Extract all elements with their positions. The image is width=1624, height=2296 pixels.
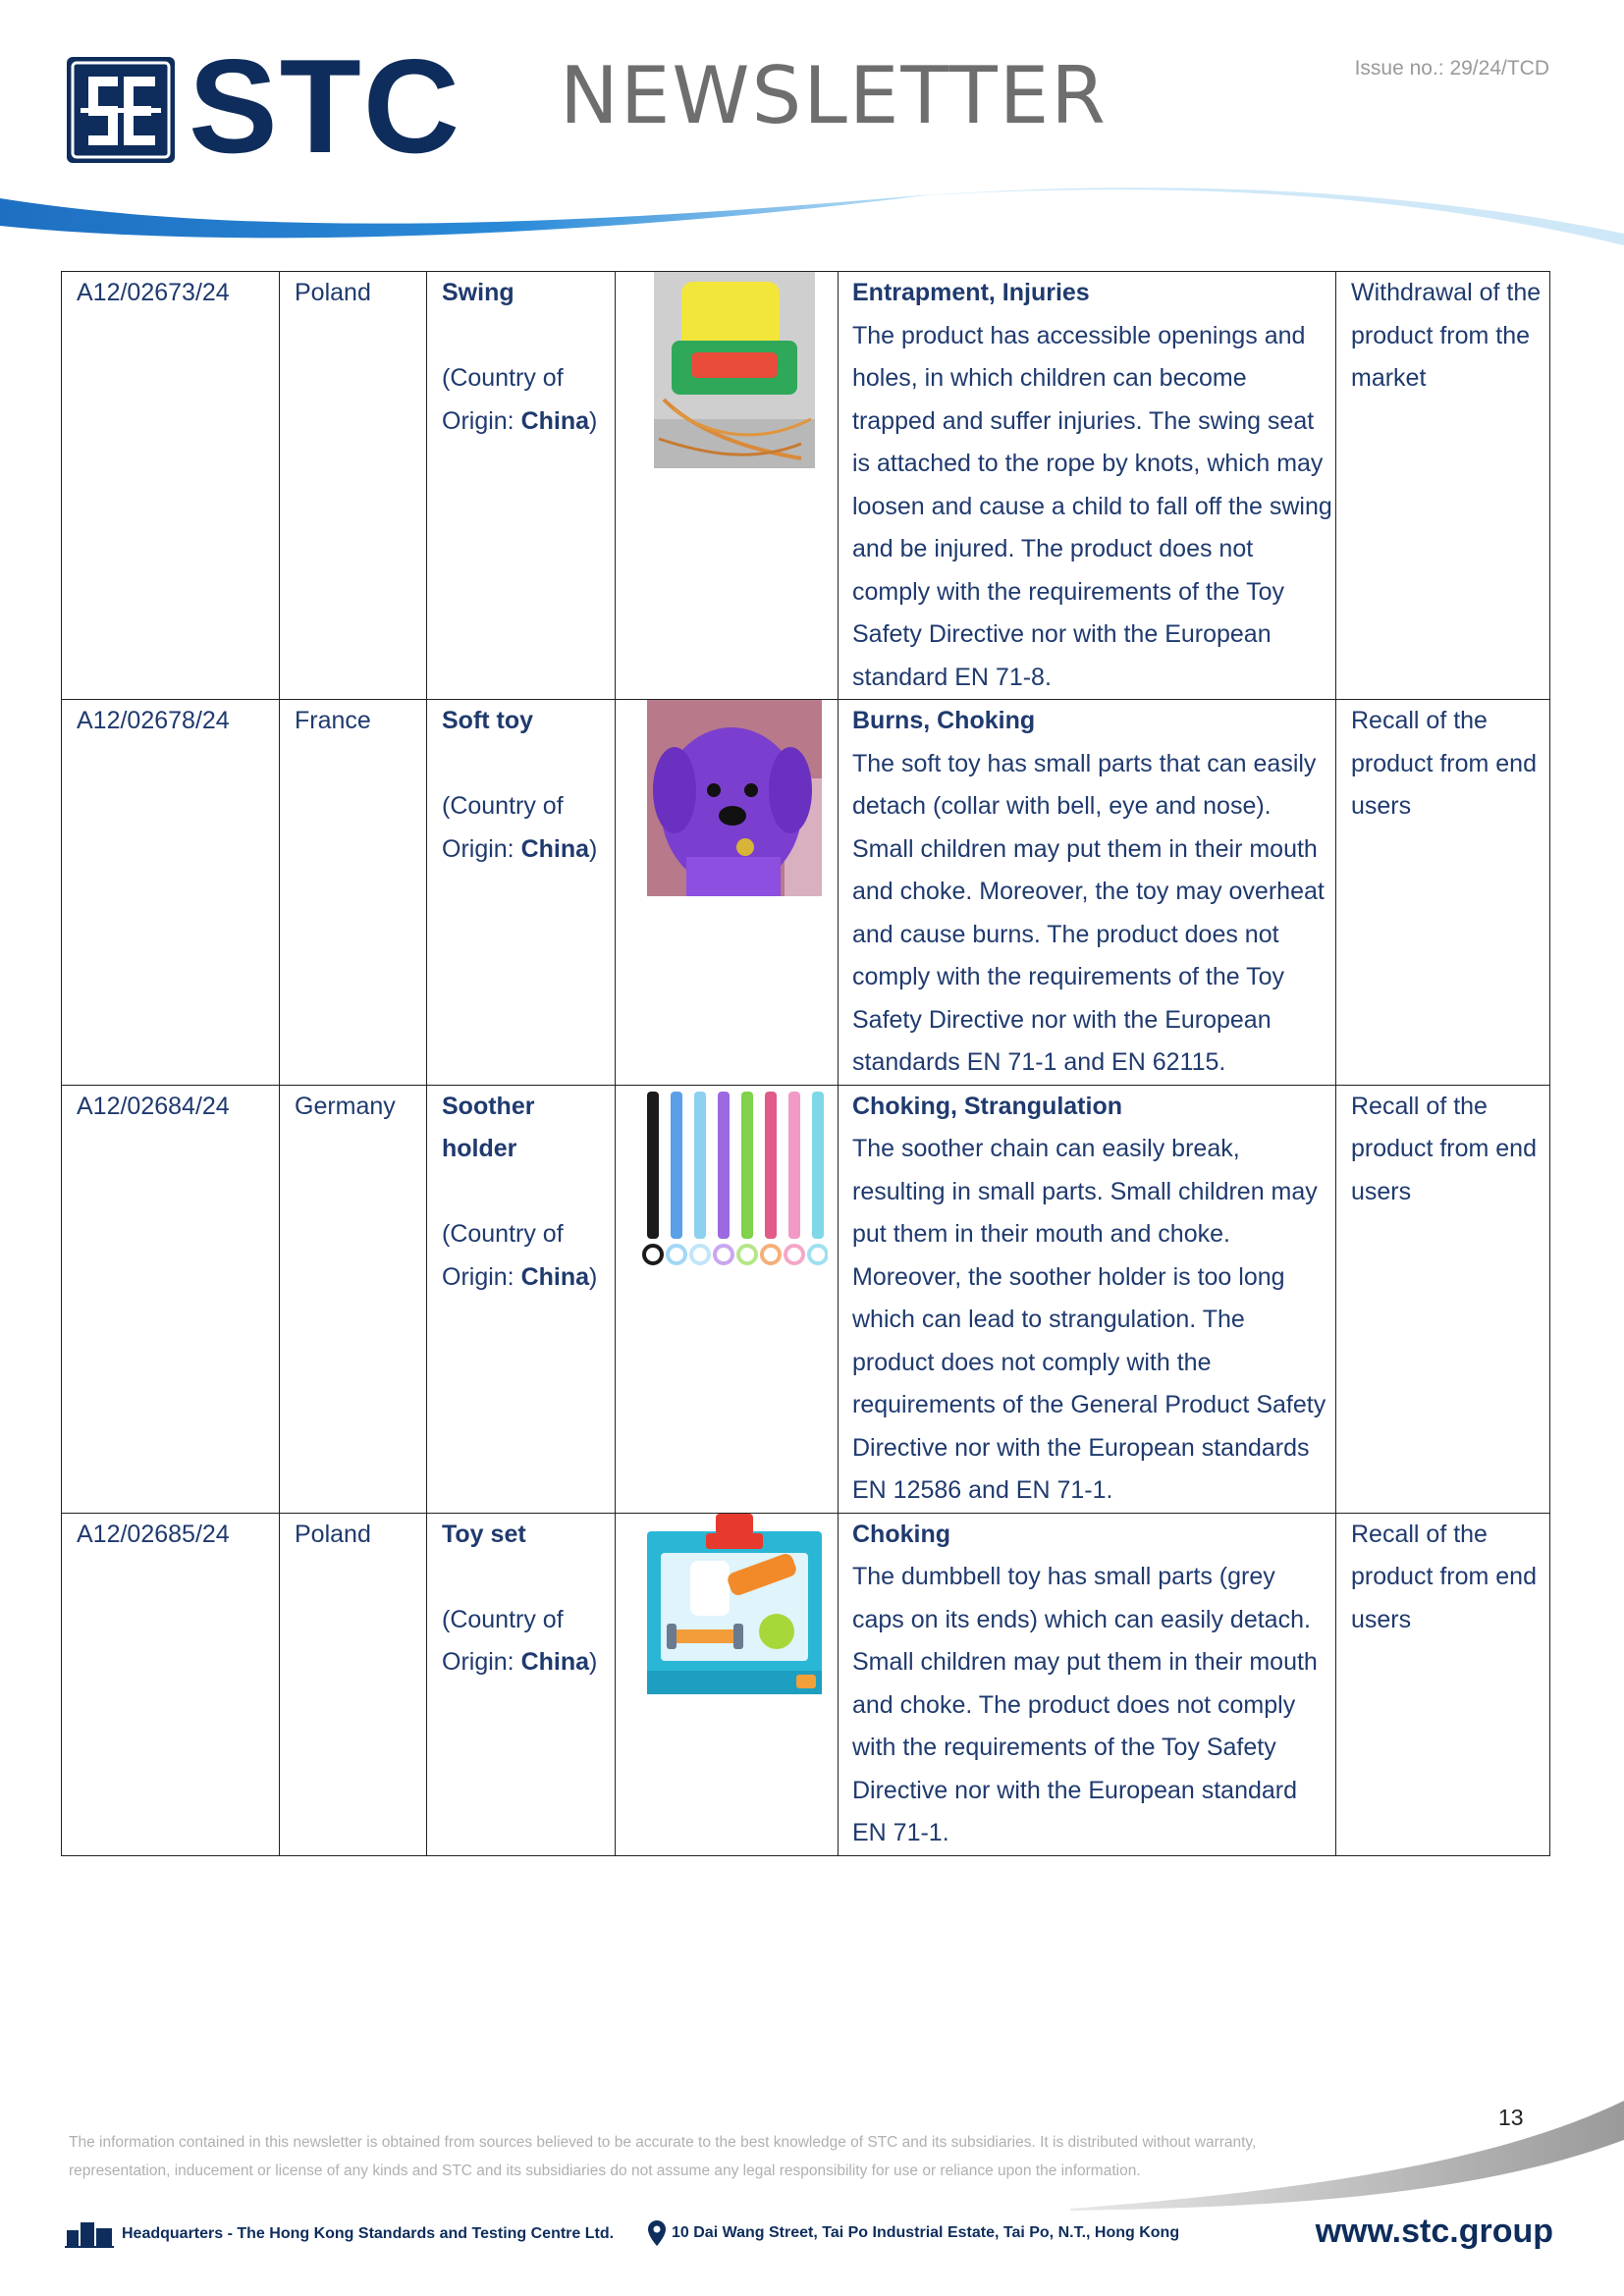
country-of-origin: (Country of Origin: China) bbox=[442, 1605, 598, 1676]
soft-toy-photo-icon bbox=[647, 700, 822, 896]
reference-cell: A12/02678/24 bbox=[62, 700, 280, 1086]
product-name: Swing bbox=[442, 279, 514, 306]
header-swoosh-decoration bbox=[0, 177, 1624, 255]
product-cell bbox=[427, 1085, 616, 1513]
hazard-cell bbox=[839, 272, 1336, 700]
brand-name: STC bbox=[189, 31, 461, 181]
building-icon bbox=[65, 2220, 114, 2248]
newsletter-title: NEWSLETTER bbox=[560, 50, 1108, 141]
hazard-description: The product has accessible openings and holes, in which children can become trapped and suffer injuries. The swing seat is attached to the rope by knots, which may loosen and cause a child to fall off the swing and be injured. The product does not comply with the requirements of the Toy Safety Directive nor with the European standard EN 71-8. bbox=[852, 321, 1332, 691]
swing-photo-icon bbox=[654, 272, 815, 468]
reference-cell: A12/02673/24 bbox=[62, 272, 280, 700]
headquarters-text: Headquarters - The Hong Kong Standards and Testing Centre Ltd. bbox=[122, 2225, 615, 2242]
table-row bbox=[62, 700, 1550, 1086]
product-name: Soft toy bbox=[442, 707, 534, 734]
hazard-description: The soft toy has small parts that can easily detach (collar with bell, eye and nose). Small children may put them in their mouth and choke. Moreover, the toy may overheat and cause burns. The product does not comply with the requirements of the Toy Safety Directive nor with the European standards EN 71-1 and EN 62115. bbox=[852, 749, 1325, 1076]
country-of-origin: (Country of Origin: China) bbox=[442, 792, 598, 863]
table-row bbox=[62, 1513, 1550, 1855]
hazard-cell bbox=[839, 700, 1336, 1086]
reference-cell: A12/02685/24 bbox=[62, 1513, 280, 1855]
location-pin-icon bbox=[648, 2220, 666, 2246]
country-cell: Germany bbox=[280, 1085, 427, 1513]
product-name: Soother holder bbox=[442, 1092, 535, 1162]
image-cell bbox=[616, 272, 839, 700]
image-cell bbox=[616, 1085, 839, 1513]
product-cell bbox=[427, 700, 616, 1086]
recall-table bbox=[61, 271, 1550, 1856]
website-link[interactable]: www.stc.group bbox=[1315, 2213, 1553, 2250]
table-row bbox=[62, 1085, 1550, 1513]
measure-cell: Recall of the product from end users bbox=[1336, 1513, 1550, 1855]
stc-logo-icon bbox=[67, 57, 175, 163]
image-cell bbox=[616, 700, 839, 1086]
measure-cell: Withdrawal of the product from the market bbox=[1336, 272, 1550, 700]
measure-cell: Recall of the product from end users bbox=[1336, 700, 1550, 1086]
hazard-type: Entrapment, Injuries bbox=[852, 279, 1090, 306]
hazard-type: Choking, Strangulation bbox=[852, 1092, 1122, 1120]
product-name: Toy set bbox=[442, 1520, 526, 1548]
country-of-origin: (Country of Origin: China) bbox=[442, 364, 598, 435]
measure-cell: Recall of the product from end users bbox=[1336, 1085, 1550, 1513]
address-line bbox=[648, 2220, 1179, 2246]
country-cell: Poland bbox=[280, 272, 427, 700]
issue-number: Issue no.: 29/24/TCD bbox=[1354, 57, 1549, 80]
country-cell: France bbox=[280, 700, 427, 1086]
address-text: 10 Dai Wang Street, Tai Po Industrial Estate, Tai Po, N.T., Hong Kong bbox=[672, 2224, 1180, 2241]
country-of-origin: (Country of Origin: China) bbox=[442, 1220, 598, 1291]
page-header bbox=[0, 0, 1624, 255]
hazard-description: The soother chain can easily break, resulting in small parts. Small children may put them in their mouth and choke. Moreover, the soother holder is too long which can lead to strangulation. The product does not comply with the requirements of the General Product Safety Directive nor with the European standards EN 12586 and EN 71-1. bbox=[852, 1135, 1326, 1504]
soother-holder-photo-icon bbox=[641, 1086, 828, 1282]
headquarters-line bbox=[65, 2220, 614, 2248]
country-cell: Poland bbox=[280, 1513, 427, 1855]
reference-cell: A12/02684/24 bbox=[62, 1085, 280, 1513]
page-number: 13 bbox=[1498, 2105, 1524, 2130]
table-row bbox=[62, 272, 1550, 700]
hazard-type: Burns, Choking bbox=[852, 707, 1036, 734]
product-cell bbox=[427, 272, 616, 700]
image-cell bbox=[616, 1513, 839, 1855]
product-cell bbox=[427, 1513, 616, 1855]
hazard-cell bbox=[839, 1085, 1336, 1513]
footer-disclaimer: The information contained in this newsletter is obtained from sources believed to be accurate to the best knowledge of STC and its subsidiaries. It is distributed without warranty, representation, inducement or license of any kinds and STC and its subsidiaries do not assume any legal responsibility for use or reliance upon the information. bbox=[69, 2134, 1257, 2179]
toy-set-photo-icon bbox=[647, 1514, 822, 1694]
hazard-cell bbox=[839, 1513, 1336, 1855]
hazard-description: The dumbbell toy has small parts (grey caps on its ends) which can easily detach. Small children may put them in their mouth and choke. The product does not comply with the requirements of the Toy Safety Directive nor with the European standard EN 71-1. bbox=[852, 1563, 1318, 1846]
hazard-type: Choking bbox=[852, 1520, 950, 1548]
